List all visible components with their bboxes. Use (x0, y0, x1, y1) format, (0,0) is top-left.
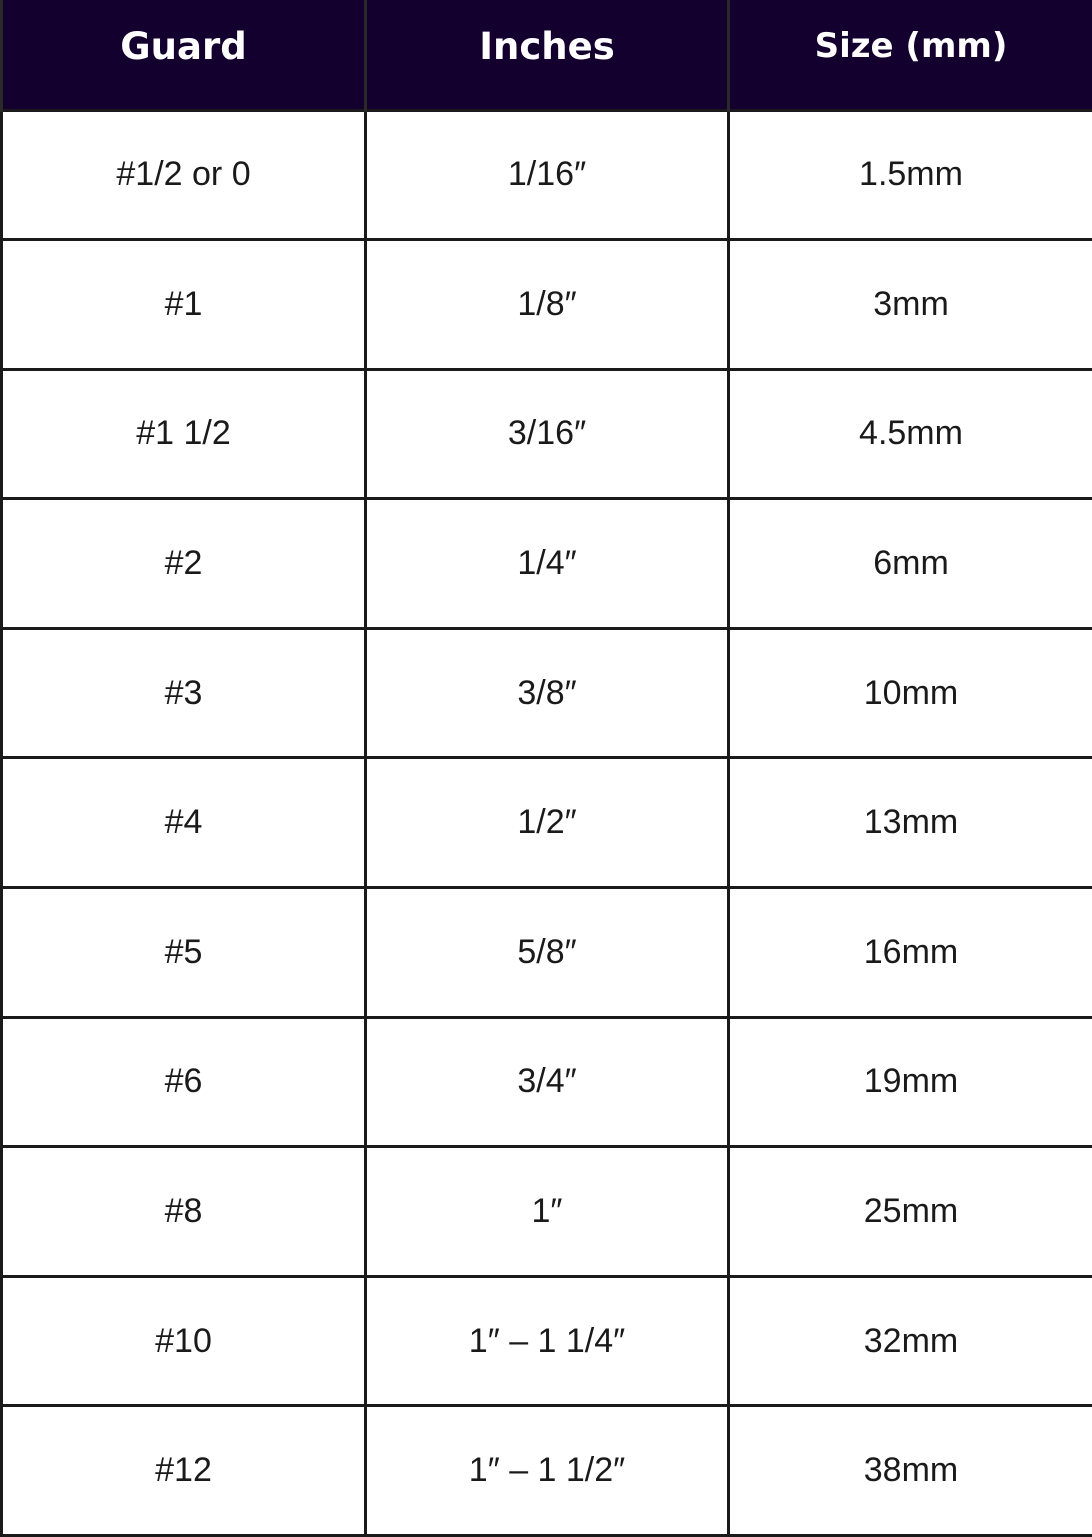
size-cell: 3mm (729, 240, 1092, 370)
size-cell: 1.5mm (729, 110, 1092, 240)
size-cell: 6mm (729, 499, 1092, 629)
guard-cell: #6 (2, 1017, 366, 1147)
table-row (2, 369, 1092, 499)
inches-column-header: Inches (366, 0, 729, 110)
size-cell: 16mm (729, 888, 1092, 1018)
table-row (2, 758, 1092, 888)
table-body (2, 110, 1092, 1536)
size-cell: 19mm (729, 1017, 1092, 1147)
table-row (2, 628, 1092, 758)
table-row (2, 499, 1092, 629)
guard-cell: #5 (2, 888, 366, 1018)
table-row (2, 1276, 1092, 1406)
table-row (2, 240, 1092, 370)
size-cell: 38mm (729, 1406, 1092, 1536)
size-cell: 25mm (729, 1147, 1092, 1277)
table-row (2, 1017, 1092, 1147)
header-row (2, 0, 1092, 110)
inches-cell: 3/4″ (366, 1017, 729, 1147)
inches-cell: 1″ – 1 1/2″ (366, 1406, 729, 1536)
inches-cell: 3/16″ (366, 369, 729, 499)
inches-cell: 1/2″ (366, 758, 729, 888)
guard-column-header: Guard (2, 0, 366, 110)
size-column-header: Size (mm) (729, 0, 1092, 110)
table-row (2, 888, 1092, 1018)
guard-cell: #2 (2, 499, 366, 629)
size-cell: 13mm (729, 758, 1092, 888)
inches-cell: 5/8″ (366, 888, 729, 1018)
guard-cell: #1 1/2 (2, 369, 366, 499)
inches-cell: 1″ (366, 1147, 729, 1277)
inches-cell: 1/16″ (366, 110, 729, 240)
size-cell: 10mm (729, 628, 1092, 758)
guard-cell: #1/2 or 0 (2, 110, 366, 240)
guard-cell: #4 (2, 758, 366, 888)
inches-cell: 1/8″ (366, 240, 729, 370)
inches-cell: 1/4″ (366, 499, 729, 629)
table-header (2, 0, 1092, 110)
size-cell: 32mm (729, 1276, 1092, 1406)
guard-cell: #10 (2, 1276, 366, 1406)
guard-cell: #8 (2, 1147, 366, 1277)
inches-cell: 3/8″ (366, 628, 729, 758)
table-row (2, 1147, 1092, 1277)
guard-cell: #12 (2, 1406, 366, 1536)
guard-cell: #3 (2, 628, 366, 758)
table-row (2, 110, 1092, 240)
guard-cell: #1 (2, 240, 366, 370)
table-row (2, 1406, 1092, 1536)
size-cell: 4.5mm (729, 369, 1092, 499)
inches-cell: 1″ – 1 1/4″ (366, 1276, 729, 1406)
